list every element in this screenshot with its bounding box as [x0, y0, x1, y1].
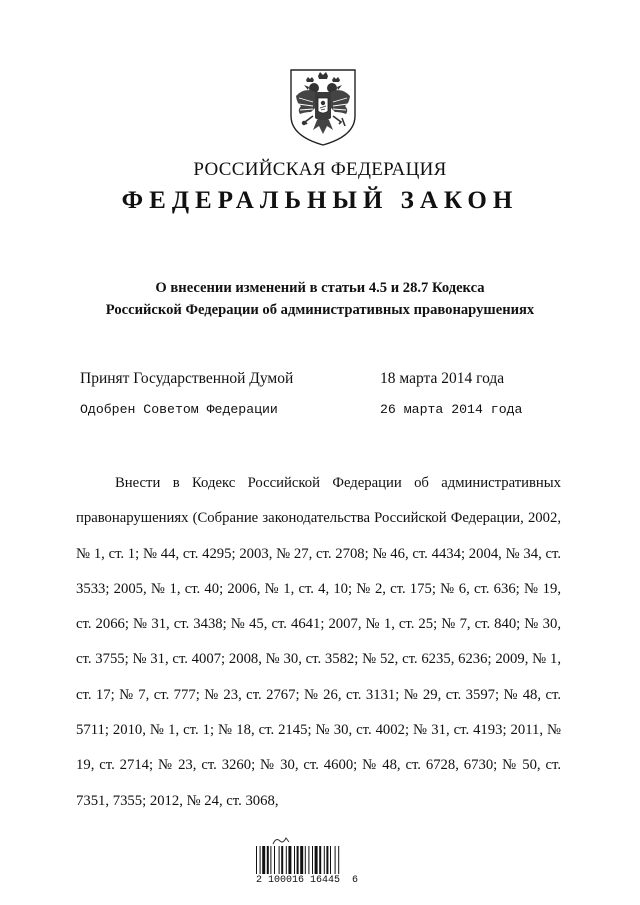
- duma-adoption-label: Принят Государственной Думой: [80, 370, 294, 387]
- law-title: [60, 277, 580, 321]
- stamp-mark-icon: [272, 836, 290, 845]
- country-name: РОССИЙСКАЯ ФЕДЕРАЦИЯ: [193, 159, 447, 180]
- law-title-line: Российской Федерации об административных правонарушениях: [105, 302, 535, 318]
- barcode-icon: [256, 846, 366, 874]
- duma-adoption-date: 18 марта 2014 года: [380, 370, 505, 387]
- law-title-line: О внесении изменений в статьи 4.5 и 28.7 Кодекса: [155, 280, 485, 296]
- body-paragraph: Внести в Кодекс Российской Федерации об административных правонарушениях (Собрание законодательства Российской Федерации, 2002, № 1, ст. 1; № 44, ст. 4295; 2003, № 27, ст. 2708; № 46, ст. 4434; 2004, № 34, ст. 3533; 2005, № 1, ст. 40; 2006, № 1, ст. 4, 10; № 2, ст. 175; № 6, ст. 636; № 19, ст. 2066; № 31, ст. 3438; № 45, ст. 4641; 2007, № 1, ст. 25; № 7, ст. 840; № 30, ст. 3755; № 31, ст. 4007; 2008, № 30, ст. 3582; № 52, ст. 6235, 6236; 2009, № 1, ст. 17; № 7, ст. 777; № 23, ст. 2767; № 26, ст. 3131; № 29, ст. 3597; № 48, ст. 5711; 2010, № 1, ст. 1; № 18, ст. 2145; № 30, ст. 4002; № 31, ст. 4193; 2011, № 19, ст. 2714; № 23, ст. 3260; № 30, ст. 4600; № 48, ст. 6728, 6730; № 50, ст. 7351, 7355; 2012, № 24, ст. 3068,: [76, 475, 561, 809]
- council-approval-label: Одобрен Советом Федерации: [80, 402, 278, 417]
- council-approval-date: 26 марта 2014 года: [380, 402, 523, 417]
- russian-coat-of-arms-icon: [287, 66, 359, 148]
- document-type: ФЕДЕРАЛЬНЫЙ ЗАКОН: [121, 187, 519, 214]
- barcode-number: 2 100016 16445 6: [256, 875, 359, 886]
